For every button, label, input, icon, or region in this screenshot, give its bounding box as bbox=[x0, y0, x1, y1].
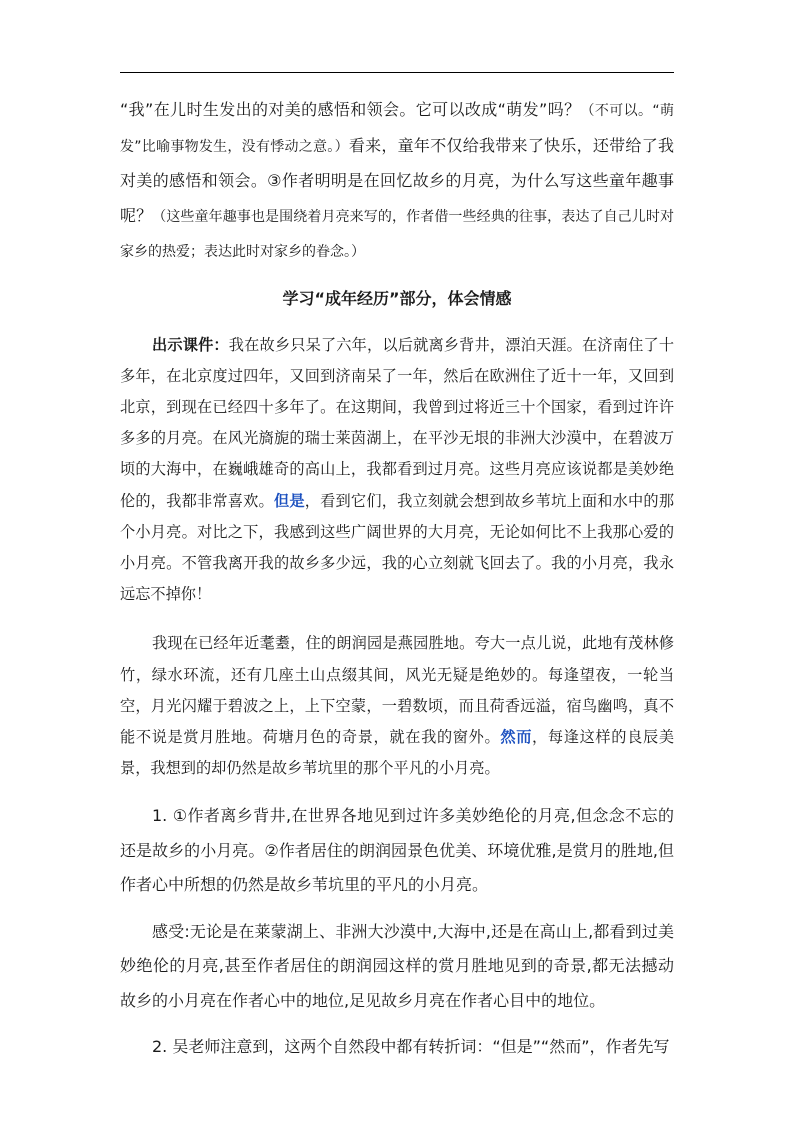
answer-1: 1. ①作者离乡背井,在世界各地见到过许多美妙绝伦的月亮,但念念不忘的还是故乡的小月亮。②作者居住的朗润园景色优美、环境优雅,是赏月的胜地,但作者心中所想的仍然是故乡苇坑里的平凡的小月亮。 bbox=[120, 806, 674, 895]
courseware-paragraph-1 bbox=[120, 330, 674, 611]
section-heading: 学习“成年经历”部分，体会情感 bbox=[282, 288, 512, 308]
spacer bbox=[120, 903, 674, 915]
courseware-p1-part-a: 我在故乡只呆了六年，以后就离乡背井，漂泊天涯。在济南住了十多年，在北京度过四年，又回到济南呆了一年，然后在欧洲住了近十一年，又回到北京，到现在已经四十多年了。在这期间，我曾到过将近三十个国家，看到过许许多多的月亮。在风光旖旎的瑞士莱茵湖上，在平沙无垠的非洲大沙漠中，在碧波万顷的大海中，在巍峨雄奇的高山上，我都看到过月亮。这些月亮应该说都是美妙绝伦的，我都非常喜欢。 bbox=[120, 335, 675, 510]
page-content bbox=[120, 93, 674, 1065]
however-highlight: 然而 bbox=[500, 727, 533, 746]
but-highlight: 但是 bbox=[273, 491, 305, 510]
spacer bbox=[120, 784, 674, 799]
intro-sentence-1: “我”在儿时生发出的对美的感悟和领会。它可以改成“萌发”吗？ bbox=[120, 100, 581, 119]
intro-note-1: （不可以。“萌发”比喻事物发生，没有悸动之意。） bbox=[120, 103, 674, 155]
courseware-p2-part-b: ，每逢这样的良辰美景，我想到的却仍然是故乡苇坑里的那个平凡的小月亮。 bbox=[120, 727, 675, 778]
header-rule bbox=[120, 72, 674, 73]
intro-note-2: （这些童年趣事也是围绕着月亮来写的，作者借一些经典的往事，表达了自己儿时对家乡的热爱；表达此时对家乡的眷念。） bbox=[120, 208, 674, 260]
spacer bbox=[120, 610, 674, 628]
spacer bbox=[120, 1018, 674, 1030]
courseware-paragraph-2 bbox=[120, 628, 674, 784]
answer-2: 2. 吴老师注意到，这两个自然段中都有转折词：“但是”“然而”，作者先写 bbox=[152, 1037, 670, 1057]
courseware-p2-part-a: 我现在已经年近耄耋，住的朗润园是燕园胜地。夸大一点儿说，此地有茂林修竹，绿水环流，还有几座土山点缀其间，风光无疑是绝妙的。每逢望夜，一轮当空，月光闪耀于碧波之上，上下空蒙，一碧数顷，而且荷香远溢，宿鸟幽鸣，真不能不说是赏月胜地。荷塘月色的奇景，就在我的窗外。 bbox=[120, 634, 674, 746]
feeling-paragraph: 感受:无论是在莱蒙湖上、非洲大沙漠中,大海中,还是在高山上,都看到过美妙绝伦的月亮,甚至作者居住的朗润园这样的赏月胜地见到的奇景,都无法撼动故乡的小月亮在作者心中的地位,足见故乡月亮在作者心目中的地位。 bbox=[120, 921, 674, 1010]
intro-paragraph bbox=[120, 93, 674, 270]
intro-sentence-2: 看来，童年不仅给我带来了快乐，还带给了我对美的感悟和领会。③作者明明是在回忆故乡的月亮，为什么写这些童年趣事呢？ bbox=[120, 135, 674, 225]
courseware-label: 出示课件： bbox=[152, 335, 229, 354]
courseware-p1-part-b: ，看到它们，我立刻就会想到故乡苇坑上面和水中的那个小月亮。对比之下，我感到这些广阔世界的大月亮，无论如何比不上我那心爱的小月亮。不管我离开我的故乡多少远，我的心立刻就飞回去了。我的小月亮，我永远忘不掉你！ bbox=[120, 491, 675, 604]
